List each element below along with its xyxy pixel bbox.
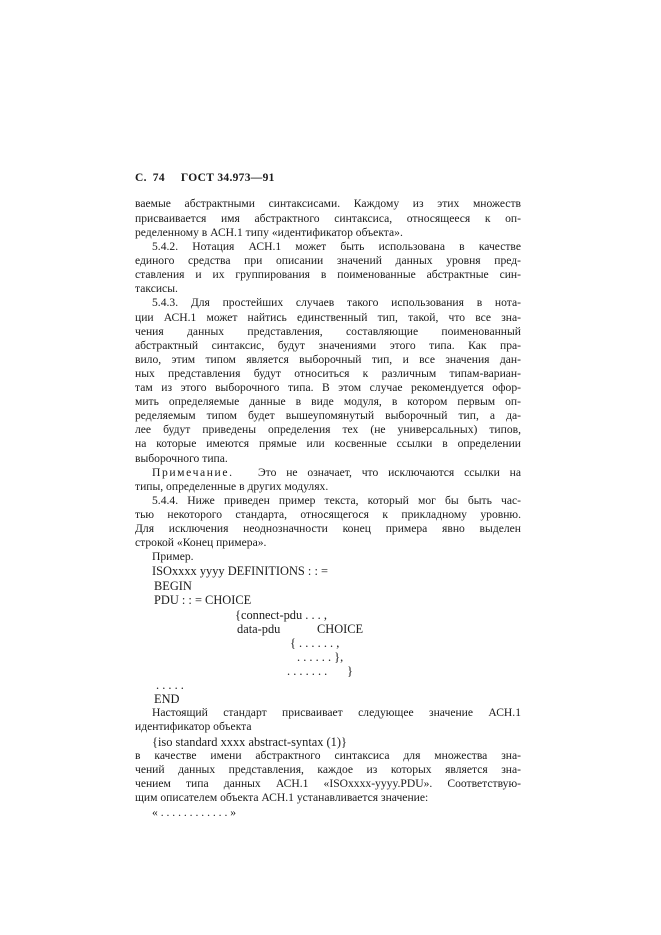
text-line: 5.4.4. Ниже приведен пример текста, который мог бы быть час- [152,494,521,507]
code-line: {connect-pdu . . . , [235,608,327,622]
text-line: ределенному в АСН.1 типу «идентификатор объекта». [135,226,403,239]
code-line: . . . . . . }, [297,650,344,664]
code-line: CHOICE [317,622,364,636]
text-line: идентификатор объекта [135,720,252,733]
code-line: END [154,692,180,706]
text-line: чений данных представления, каждое из которых является зна- [135,763,521,776]
text-line: Настоящий стандарт присваивает следующее значение АСН.1 [152,706,521,719]
code-line: ISOxxxx yyyy DEFINITIONS : : = [152,564,328,578]
text-line: « . . . . . . . . . . . . » [152,806,237,819]
text-line: Для исключения неоднозначности конец примера явно выделен [135,522,521,535]
text-line: ции АСН.1 может найтись единственный тип, такой, что все зна- [135,311,521,324]
code-line: {iso standard xxxx abstract-syntax (1)} [152,735,347,749]
text-line: строкой «Конец примера». [135,536,267,549]
code-line: { . . . . . . , [290,636,340,650]
text-line: единого средства при описании значений данных уровня пред- [135,254,521,267]
text-line: абстрактный синтаксис, будут значениями этого типа. Как пра- [135,339,521,352]
text-line: на которые имеются прямые или косвенные ссылки в определении [135,437,521,450]
text-line: ставления и их группирования в поименованные абстрактные син- [135,268,521,281]
text-line: присваивается имя абстрактного синтаксиса, относящееся к оп- [135,212,521,225]
text-line: ваемые абстрактными синтаксисами. Каждому из этих множеств [135,197,521,210]
text-line: там из этого выборочного типа. В этом случае рекомендуется офор- [135,381,521,394]
note-text: типы, определенные в других модулях. [135,480,329,493]
text-line: вило, этим типом является выборочный тип, и все значения дан- [135,353,521,366]
text-line: 5.4.3. Для простейших случаев такого использования в нота- [152,296,521,309]
text-line: чения данных представления, составляющие поименованный [135,325,521,338]
text-line: таксисы. [135,282,178,295]
note-label: Примечание. [152,466,234,479]
text-line: тью некоторого стандарта, относящегося к прикладному уровню. [135,508,521,521]
page-label: С. [135,172,147,184]
text-line: щим описателем объекта АСН.1 устанавливается значение: [135,791,429,804]
code-line: } [347,664,353,678]
page-number: 74 [152,172,165,184]
code-line: data-pdu [237,622,281,636]
text-line: ределяемым типом будет вышеупомянутый выборочный тип, а да- [135,409,521,422]
text-line: в качестве имени абстрактного синтаксиса для множества зна- [135,749,521,762]
note-text: Это не означает, что исключаются ссылки на [258,466,521,479]
text-line: мить определяемые данные в виде модуля, в котором первым оп- [135,395,521,408]
code-line: PDU : : = CHOICE [154,593,252,607]
text-line: выборочного типа. [135,452,228,465]
code-line: . . . . . . . [287,664,328,678]
text-line: ных представления будут относиться к различным типам-вариан- [135,367,521,380]
page-header [135,172,275,184]
code-line: . . . . . [156,678,184,692]
text-line: 5.4.2. Нотация АСН.1 может быть использована в качестве [152,240,521,253]
example-label: Пример. [152,550,194,563]
text-line: чением типа данных АСН.1 «ISOxxxx-yyyy.PDU». Соответствую- [135,777,521,790]
code-line: BEGIN [154,579,192,593]
standard-designation: ГОСТ 34.973—91 [180,172,275,184]
text-line: лее будут приведены определения тех (не универсальных) типов, [135,423,521,436]
